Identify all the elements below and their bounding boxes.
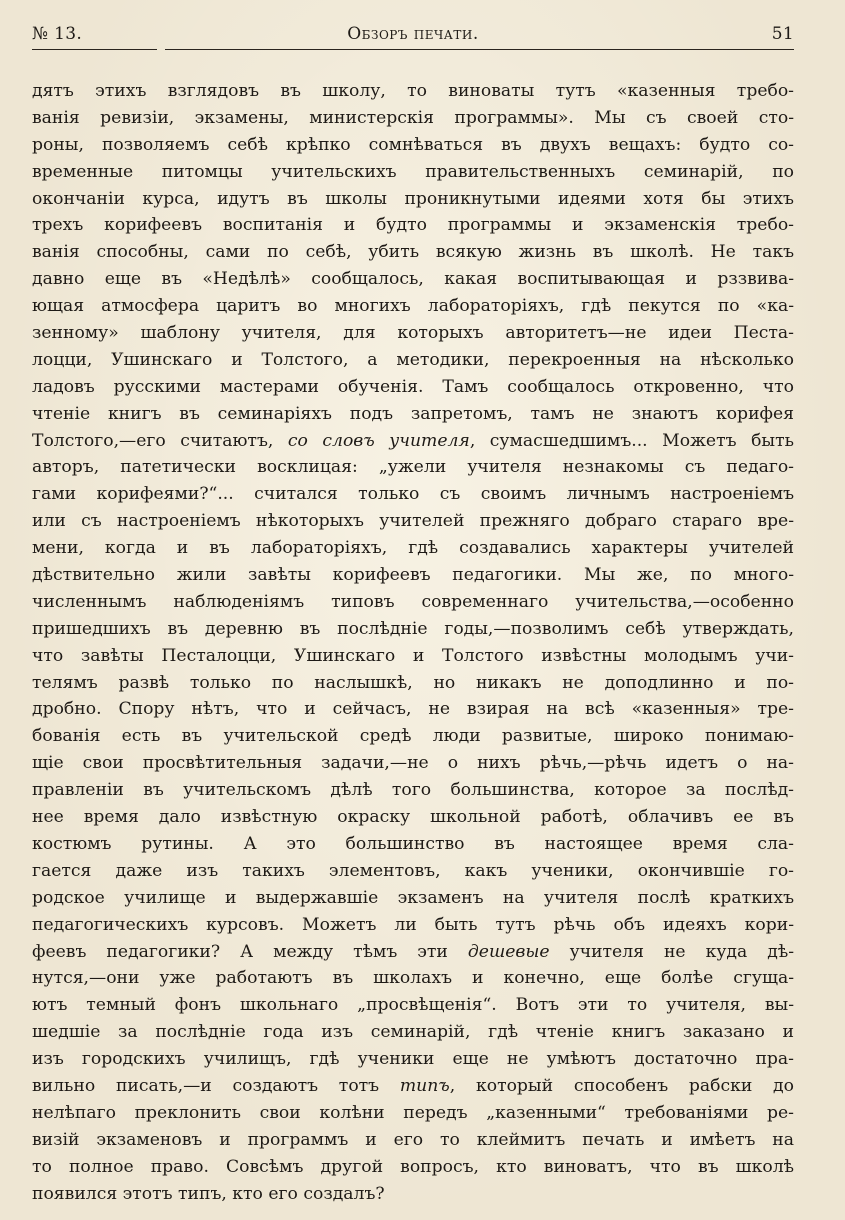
text-segment: правленіи въ учительскомъ дѣлѣ того большинства, которое за послѣд-	[32, 780, 794, 801]
text-line	[32, 132, 794, 159]
text-line	[32, 212, 794, 239]
header-rule-main	[165, 49, 794, 50]
text-line	[32, 105, 794, 132]
text-line	[32, 320, 794, 347]
text-segment: трехъ корифеевъ воспитанія и будто программы и экзаменскія требо-	[32, 215, 794, 236]
issue-number: № 13.	[32, 24, 83, 44]
text-line	[32, 965, 794, 992]
running-header	[32, 22, 794, 52]
text-segment: , сумасшедшимъ... Можетъ быть	[469, 430, 794, 451]
text-line	[32, 78, 794, 105]
text-segment: дѣствительно жили завѣты корифеевъ педагогики. Мы же, по много-	[32, 565, 794, 586]
text-segment: дробно. Спору нѣтъ, что и сейчасъ, не взирая на всѣ «казенныя» тре-	[32, 699, 794, 720]
text-segment: лоцци, Ушинскаго и Толстого, а методики, перекроенныя на нѣсколько	[32, 349, 794, 370]
text-line	[32, 885, 794, 912]
text-segment: ванія ревизіи, экзамены, министерскія программы». Мы съ своей сто-	[32, 107, 794, 128]
text-segment: мени, когда и въ лабораторіяхъ, гдѣ создавались характеры учителей	[32, 538, 794, 559]
text-segment: окончаніи курса, идутъ въ школы проникнутыми идеями хотя бы этихъ	[32, 188, 794, 209]
text-line	[32, 1019, 794, 1046]
text-segment: , который способенъ рабски до	[449, 1075, 794, 1096]
article-body	[32, 78, 794, 1207]
text-line	[32, 186, 794, 213]
text-segment: педагогическихъ курсовъ. Можетъ ли быть тутъ рѣчь объ идеяхъ кори-	[32, 914, 794, 935]
text-line	[32, 912, 794, 939]
text-line	[32, 374, 794, 401]
header-rule-left	[32, 49, 157, 50]
text-segment: пришедшихъ въ деревню въ послѣдніе годы,—позволимъ себѣ утверждать,	[32, 618, 794, 639]
text-segment: Толстого,—его считаютъ,	[32, 430, 288, 451]
page-number: 51	[771, 24, 794, 44]
text-line	[32, 266, 794, 293]
text-segment: бованія есть въ учительской средѣ люди развитые, широко понимаю-	[32, 726, 794, 747]
italic-text: со словъ учителя	[287, 430, 470, 451]
text-line	[32, 750, 794, 777]
text-segment: численнымъ наблюденіямъ типовъ современнаго учительства,—особенно	[32, 591, 794, 612]
text-segment: нелѣпаго преклонить свои колѣни передъ „казенными“ требованіями ре-	[32, 1102, 794, 1123]
text-line	[32, 239, 794, 266]
text-segment: роны, позволяемъ себѣ крѣпко сомнѣваться въ двухъ вещахъ: будто со-	[32, 134, 794, 155]
text-segment: вильно писать,—и создаютъ тотъ	[32, 1075, 400, 1096]
text-segment: ладовъ русскими мастерами обученія. Тамъ сообщалось откровенно, что	[32, 376, 794, 397]
text-segment: авторъ, патетически восклицая: „ужели учителя незнакомы съ педаго-	[32, 457, 794, 478]
text-line	[32, 670, 794, 697]
text-line	[32, 293, 794, 320]
text-line	[32, 401, 794, 428]
text-line	[32, 454, 794, 481]
text-segment: нее время дало извѣстную окраску школьной работѣ, облачивъ ее въ	[32, 807, 794, 828]
text-line	[32, 1181, 794, 1208]
text-segment: костюмъ рутины. А это большинство въ настоящее время сла-	[32, 833, 794, 854]
italic-text: дешевые	[467, 941, 550, 962]
text-segment: ютъ темный фонъ школьнаго „просвѣщенія“. Вотъ эти то учителя, вы-	[32, 995, 794, 1016]
text-segment: телямъ развѣ только по наслышкѣ, но никакъ не доподлинно и по-	[32, 672, 794, 693]
text-line	[32, 562, 794, 589]
text-line	[32, 992, 794, 1019]
text-segment: нутся,—они уже работаютъ въ школахъ и конечно, еще болѣе сгуща-	[32, 968, 794, 989]
text-segment: шедшіе за послѣдніе года изъ семинарій, гдѣ чтеніе книгъ заказано и	[32, 1022, 794, 1043]
text-segment: дятъ этихъ взглядовъ въ школу, то виноваты тутъ «казенныя требо-	[32, 81, 794, 101]
text-segment: давно еще въ «Недѣлѣ» сообщалось, какая воспитывающая и рззвива-	[32, 269, 794, 290]
text-line	[32, 159, 794, 186]
text-line	[32, 535, 794, 562]
text-segment: чтеніе книгъ въ семинаріяхъ подъ запретомъ, тамъ не знаютъ корифея	[32, 403, 794, 424]
text-line	[32, 831, 794, 858]
text-segment: ющая атмосфера царитъ во многихъ лабораторіяхъ, гдѣ пекутся по «ка-	[32, 296, 794, 317]
text-line	[32, 1073, 794, 1100]
text-line	[32, 428, 794, 455]
text-line	[32, 1100, 794, 1127]
text-line	[32, 777, 794, 804]
text-line	[32, 939, 794, 966]
text-segment: визій экзаменовъ и программъ и его то клеймитъ печать и имѣетъ на	[32, 1129, 794, 1150]
text-line	[32, 347, 794, 374]
text-line	[32, 804, 794, 831]
text-segment: щіе свои просвѣтительныя задачи,—не о нихъ рѣчь,—рѣчь идетъ о на-	[32, 753, 794, 774]
text-line	[32, 589, 794, 616]
text-segment: родское училище и выдержавшіе экзаменъ на учителя послѣ краткихъ	[32, 887, 794, 908]
text-segment: что завѣты Песталоцци, Ушинскаго и Толстого извѣстны молодымъ учи-	[32, 645, 794, 666]
text-segment: гами корифеями?“... считался только съ своимъ личнымъ настроеніемъ	[32, 484, 794, 505]
text-line	[32, 508, 794, 535]
text-line	[32, 1154, 794, 1181]
text-line	[32, 643, 794, 670]
section-title: Обзоръ печати.	[347, 24, 479, 44]
text-segment: изъ городскихъ училищъ, гдѣ ученики еще не умѣютъ достаточно пра-	[32, 1049, 794, 1070]
text-segment: ванія способны, сами по себѣ, убить всякую жизнь въ школѣ. Не такъ	[32, 242, 794, 263]
text-line	[32, 1127, 794, 1154]
text-segment: или съ настроеніемъ нѣкоторыхъ учителей прежняго добраго стараго вре-	[32, 511, 794, 532]
italic-text: типъ	[399, 1075, 450, 1096]
text-segment: появился этотъ типъ, кто его создалъ?	[32, 1183, 385, 1204]
text-segment: зенному» шаблону учителя, для которыхъ авторитетъ—не идеи Песта-	[32, 323, 794, 344]
text-line	[32, 616, 794, 643]
text-line	[32, 723, 794, 750]
text-segment: временные питомцы учительскихъ правительственныхъ семинарій, по	[32, 161, 794, 182]
text-segment: то полное право. Совсѣмъ другой вопросъ, кто виноватъ, что въ школѣ	[32, 1156, 794, 1177]
text-line	[32, 696, 794, 723]
text-segment: гается даже изъ такихъ элементовъ, какъ ученики, окончившіе го-	[32, 860, 794, 881]
text-line	[32, 1046, 794, 1073]
text-line	[32, 858, 794, 885]
text-line	[32, 481, 794, 508]
text-segment: учителя не куда дѣ-	[549, 941, 795, 962]
text-segment: феевъ педагогики? А между тѣмъ эти	[32, 941, 468, 962]
